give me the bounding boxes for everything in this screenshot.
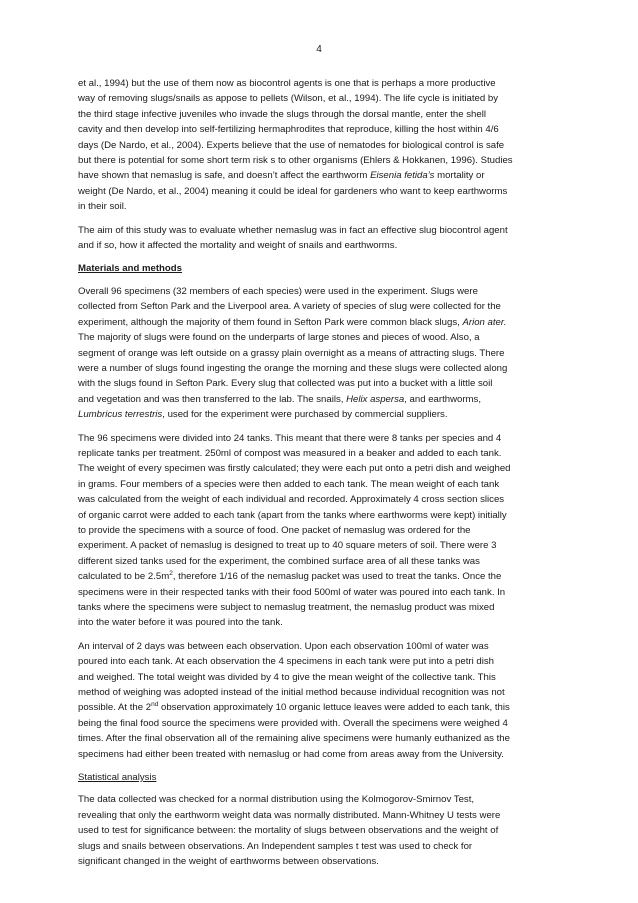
species-name: Lumbricus terrestris	[78, 409, 163, 421]
methods-paragraph-tanks	[78, 431, 566, 631]
species-name: Arion ater.	[462, 316, 507, 328]
statistics-paragraph: The data collected was checked for a normal distribution using the Kolmogorov-Smirnov Test, revealing that only the earthworm weight data was normally distributed. Mann-Whitney U tests were used to test for significance between: the mortality of slugs between observations and the weight of slugs and snails between observations. An Independent samples t test was used to check for significant changed in the weight of earthworms between observations.	[78, 794, 501, 868]
text-run: , used for the experiment were purchased by commercial suppliers.	[162, 409, 448, 421]
text-run: observation approximately 10 organic lettuce leaves were added to each tank, this being the final food source the specimens were provided with. Overall the specimens were weighed 4 times. After the final observation all of the remaining alive specimens were humanly euthanized as the specimens had either been treated with nemaslug or had come from areas away from the University.	[78, 702, 510, 760]
text-run: et al., 1994) but the use of them now as biocontrol agents is one that is perhaps a more productive way of removing slugs/snails as appose to pellets (Wilson, et al., 1994). The life cycle is initiated by the third stage infective juveniles who invade the slugs through the dorsal mantle, enter the shell cavity and then develop into self-fertilizing hermaphrodites that reproduce, killing the host within 4/6 days (De Nardo, et al., 2004). Experts believe that the use of nematodes for biological control is safe but there is potential for some short term risk s to other organisms (Ehlers & Hokkanen, 1996). Studies have shown that nemaslug is safe, and doesn’t affect the earthworm	[78, 78, 513, 182]
aim-paragraph: The aim of this study was to evaluate whether nemaslug was in fact an effective slug biocontrol agent and if so, how it affected the mortality and weight of snails and earthworms.	[78, 224, 508, 252]
superscript: nd	[151, 701, 159, 709]
superscript: 2	[169, 570, 173, 577]
text-run: The 96 specimens were divided into 24 tanks. This meant that there were 8 tanks per species and 4 replicate tanks per treatment. 250ml of compost was measured in a beaker and added to each tank. The weight of every specimen was firstly calculated; they were each put onto a petri dish and weighed in grams. Four members of a species were then added to each tank. The mean weight of each tank was calculated from the weight of each individual and recorded. Approximately 4 cross section slices of organic carrot were added to each tank (apart from the tanks where earthworms were kept) initially to provide the specimens with a source of food. One packet of nemaslug was ordered for the experiment. A packet of nemaslug is designed to treat up to 40 square meters of soil. There were 3 different sized tanks used for the experiment, the combined surface area of all these tanks was calculated to be 2.5m	[78, 432, 511, 583]
text-run: mortality or weight (De Nardo, et al., 2004) meaning it could be ideal for gardeners who want to keep earthworms in their soil.	[78, 170, 508, 213]
text-run: Overall 96 specimens (32 members of each species) were used in the experiment. Slugs were collected from Sefton Park and the Liverpool area. A variety of species of slug were collected for the experiment, although the majority of them found in Sefton Park were common black slugs,	[78, 285, 501, 328]
text-run: , and earthworms,	[404, 393, 482, 405]
document-body	[78, 76, 566, 878]
text-run: An interval of 2 days was between each observation. Upon each observation 100ml of water was poured into each tank. At each observation the 4 specimens in each tank were put into a petri dish and weighed. The total weight was divided by 4 to give the mean weight of the collective tank. This method of weighing was adopted instead of the initial method because individual recognition was not possible. At the 2	[78, 640, 505, 714]
section-heading-statistical-analysis: Statistical analysis	[78, 772, 157, 784]
methods-paragraph-collection	[78, 284, 566, 423]
text-run: , therefore 1/16 of the nemaslug packet was used to treat the tanks. Once the specimens were in their respected tanks with their food 500ml of water was poured into each tank. In tanks where the specimens were subject to nemaslug treatment, the nemaslug product was mixed into the water before it was poured into the tank.	[78, 571, 506, 629]
page-number: 4	[316, 44, 322, 55]
methods-paragraph-observations	[78, 639, 566, 762]
intro-paragraph-continued	[78, 76, 566, 215]
text-run: The majority of slugs were found on the underparts of large stones and pieces of wood. Also, a segment of orange was left outside on a grassy plain overnight as a means of attracting slugs. There were a number of slugs found ingesting the orange the morning and these slugs were collected along with the slugs found in Sefton Park. Every slug that collected was put into a bucket with a little soil and vegetation and was then transferred to the lab. The snails,	[78, 332, 508, 405]
species-name: Helix aspersa	[346, 393, 405, 405]
species-name: Eisenia fetida’s	[370, 170, 435, 182]
section-heading-materials-methods: Materials and methods	[78, 263, 182, 275]
